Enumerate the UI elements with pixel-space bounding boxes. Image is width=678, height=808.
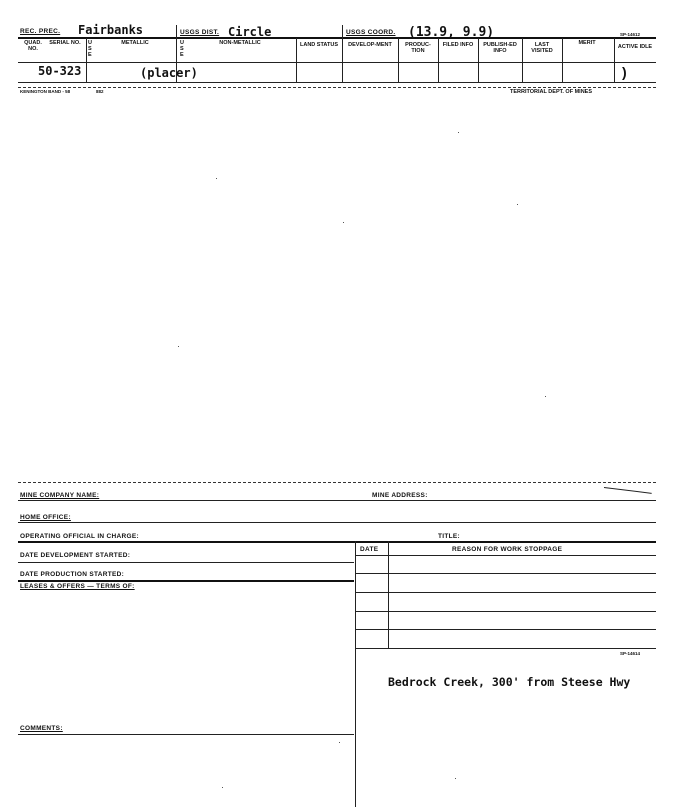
lower-dashed-rule [18,482,656,483]
scan-speck [545,396,546,397]
scan-speck [222,787,223,788]
col-divider [614,38,615,82]
home-office-label: HOME OFFICE: [20,514,71,521]
rec-prec-label: REC. PREC. [20,28,61,35]
active-mark: ) [622,64,627,80]
col-non-metallic: NON-METALLIC [219,40,261,46]
rule [18,580,354,582]
rule [18,541,656,543]
metallic-value: (placer) [140,66,198,80]
col-use-metallic: U S E [88,40,92,58]
col-divider [522,38,523,82]
col-divider [438,38,439,82]
col-merit: MERIT [578,40,596,46]
col-filed-info: FILED INFO [442,42,474,48]
mine-company-name-label: MINE COMPANY NAME: [20,492,100,499]
header-bottom-rule [18,37,656,39]
date-production-started-label: DATE PRODUCTION STARTED: [20,571,125,578]
quad-serial-value: 50-323 [38,64,82,78]
col-divider [478,38,479,82]
col-divider [388,541,389,649]
rule [18,500,656,501]
printer-label: KENINGTON BAND - 58 [20,89,71,94]
form-code-bottom: SP-14614 [620,651,641,656]
location-note: Bedrock Creek, 300' from Steese Hwy [388,675,631,689]
reason-column-header: REASON FOR WORK STOPPAGE [452,546,563,553]
col-production: PRODUC-TION [405,42,431,54]
usgs-coord-value: (13.9, 9.9) [408,25,495,40]
col-serial-no: SERIAL NO. [49,40,81,46]
rec-prec-value: Fairbanks [78,23,144,37]
table-row [355,648,656,649]
department-label: TERRITORIAL DEPT. OF MINES [510,89,592,95]
usgs-dist-label: USGS DIST. [180,29,220,36]
operating-official-label: OPERATING OFFICIAL IN CHARGE: [20,533,139,540]
col-use-nonmetallic: U S E [180,40,184,58]
usgs-coord-label: USGS COORD. [346,29,396,36]
col-divider [86,38,87,82]
col-development: DEVELOP-MENT [348,42,392,48]
mine-address-label: MINE ADDRESS: [372,492,428,499]
col-divider [342,25,343,82]
header-dashed-rule [18,87,656,88]
col-land-status: LAND STATUS [300,42,338,48]
rule [18,562,354,563]
col-last-visited: LAST VISITED [531,42,553,54]
comments-label: COMMENTS: [20,725,63,732]
record-row-bottom-rule [18,82,656,83]
col-active-idle: ACTIVE IDLE [617,44,653,50]
leases-offers-label: LEASES & OFFERS — TERMS OF: [20,583,135,590]
rule [18,734,354,735]
col-published-info: PUBLISH-ED INFO [483,42,517,54]
title-label: TITLE: [438,533,461,540]
pen-stroke [604,487,652,494]
scan-speck [339,742,340,743]
printer-number: 882 [96,89,104,94]
date-column-header: DATE [360,546,379,553]
table-row [355,611,656,612]
scan-speck [343,222,344,223]
date-development-started-label: DATE DEVELOPMENT STARTED: [20,552,131,559]
scan-speck [455,778,456,779]
scan-speck [517,204,518,205]
form-center-divider [355,541,356,807]
table-row [355,592,656,593]
usgs-dist-value: Circle [228,25,272,39]
table-row [355,555,656,556]
scan-speck [458,132,459,133]
column-header-bottom-rule [18,62,656,63]
rule [18,522,656,523]
scan-speck [178,346,179,347]
table-row [355,629,656,630]
col-metallic: METALLIC [121,40,149,46]
col-divider [562,38,563,82]
form-code-top: SP-14612 [620,32,641,37]
col-divider [296,38,297,82]
col-quad-no: QUAD. NO. [24,40,42,52]
table-row [355,573,656,574]
scan-speck [216,178,217,179]
col-divider [398,38,399,82]
